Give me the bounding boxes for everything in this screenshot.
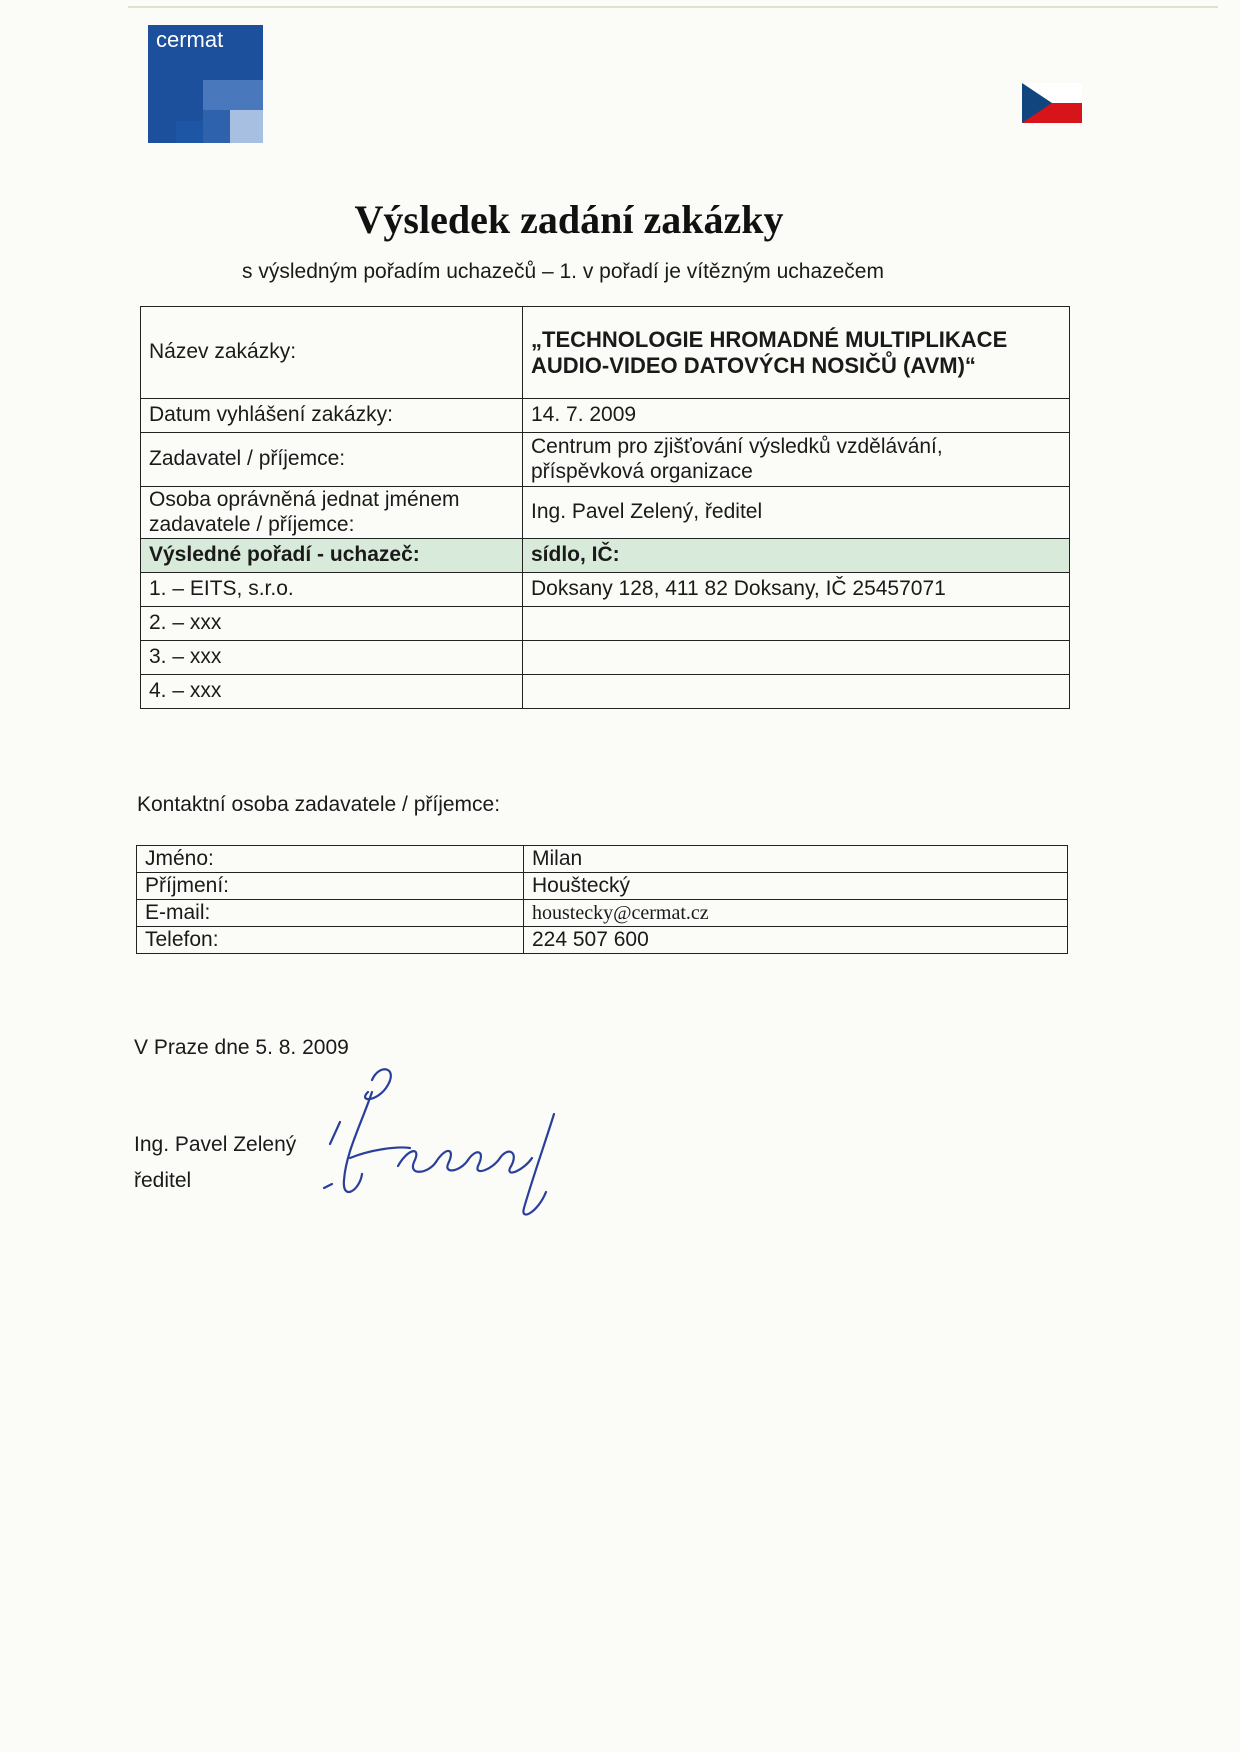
handwritten-signature <box>310 1062 570 1232</box>
label-cell: Název zakázky: <box>141 307 523 399</box>
logo-text: cermat <box>156 27 224 52</box>
table-row <box>141 307 1070 399</box>
contract-table <box>140 306 1070 709</box>
table-row <box>137 873 1068 900</box>
authorized-person-label-line-1: Osoba oprávněná jednat jménem <box>149 488 460 512</box>
table-row <box>141 487 1070 539</box>
bidder-rank: 3. – xxx <box>141 641 523 675</box>
table-row <box>141 675 1070 709</box>
date-line: V Praze dne 5. 8. 2009 <box>134 1036 349 1059</box>
table-row <box>141 607 1070 641</box>
table-row <box>137 927 1068 954</box>
signer-role: ředitel <box>134 1169 192 1192</box>
contact-field-label: E-mail: <box>137 900 524 927</box>
bidder-rank: 2. – xxx <box>141 607 523 641</box>
value-cell <box>523 307 1070 399</box>
contact-field-label: Jméno: <box>137 846 524 873</box>
contracting-authority-line-2: příspěvková organizace <box>531 459 753 483</box>
bidder-rank: 1. – EITS, s.r.o. <box>141 573 523 607</box>
page-top-edge <box>128 6 1218 8</box>
table-header-row <box>141 539 1070 573</box>
label-cell: Zadavatel / příjemce: <box>141 433 523 487</box>
contact-field-label: Příjmení: <box>137 873 524 900</box>
contact-field-value: 224 507 600 <box>524 927 1068 954</box>
table-row <box>141 433 1070 487</box>
table-row <box>141 573 1070 607</box>
czech-flag-icon <box>1022 83 1082 123</box>
document-title: Výsledek zadání zakázky <box>354 197 784 242</box>
contact-field-label: Telefon: <box>137 927 524 954</box>
table-row <box>137 846 1068 873</box>
signer-name: Ing. Pavel Zelený <box>134 1133 297 1156</box>
value-cell: Ing. Pavel Zelený, ředitel <box>523 487 1070 539</box>
label-cell: Datum vyhlášení zakázky: <box>141 399 523 433</box>
bidder-rank: 4. – xxx <box>141 675 523 709</box>
table-row <box>141 641 1070 675</box>
contact-section-label: Kontaktní osoba zadavatele / příjemce: <box>137 793 501 816</box>
table-row <box>141 399 1070 433</box>
header-cell-rank: Výsledné pořadí - uchazeč: <box>141 539 523 573</box>
table-row <box>137 900 1068 927</box>
bidder-address: Doksany 128, 411 82 Doksany, IČ 25457071 <box>523 573 1070 607</box>
header-cell-address: sídlo, IČ: <box>523 539 1070 573</box>
contract-name-line-1: „TECHNOLOGIE HROMADNÉ MULTIPLIKACE <box>531 327 1008 353</box>
document-subtitle: s výsledným pořadím uchazečů – 1. v pořadí je vítězným uchazečem <box>242 260 884 283</box>
contact-table <box>136 845 1068 954</box>
label-cell <box>141 487 523 539</box>
contact-field-value: Milan <box>524 846 1068 873</box>
authorized-person-label-line-2: zadavatele / příjemce: <box>149 512 355 536</box>
bidder-address <box>523 607 1070 641</box>
value-cell <box>523 433 1070 487</box>
bidder-address <box>523 675 1070 709</box>
contact-email-value: houstecky@cermat.cz <box>524 900 1068 927</box>
contracting-authority-line-1: Centrum pro zjišťování výsledků vzdělávání, <box>531 435 943 459</box>
contact-field-value: Houštecký <box>524 873 1068 900</box>
cermat-logo <box>148 25 263 143</box>
bidder-address <box>523 641 1070 675</box>
value-cell: 14. 7. 2009 <box>523 399 1070 433</box>
contract-name-line-2: AUDIO-VIDEO DATOVÝCH NOSIČŮ (AVM)“ <box>531 352 976 378</box>
